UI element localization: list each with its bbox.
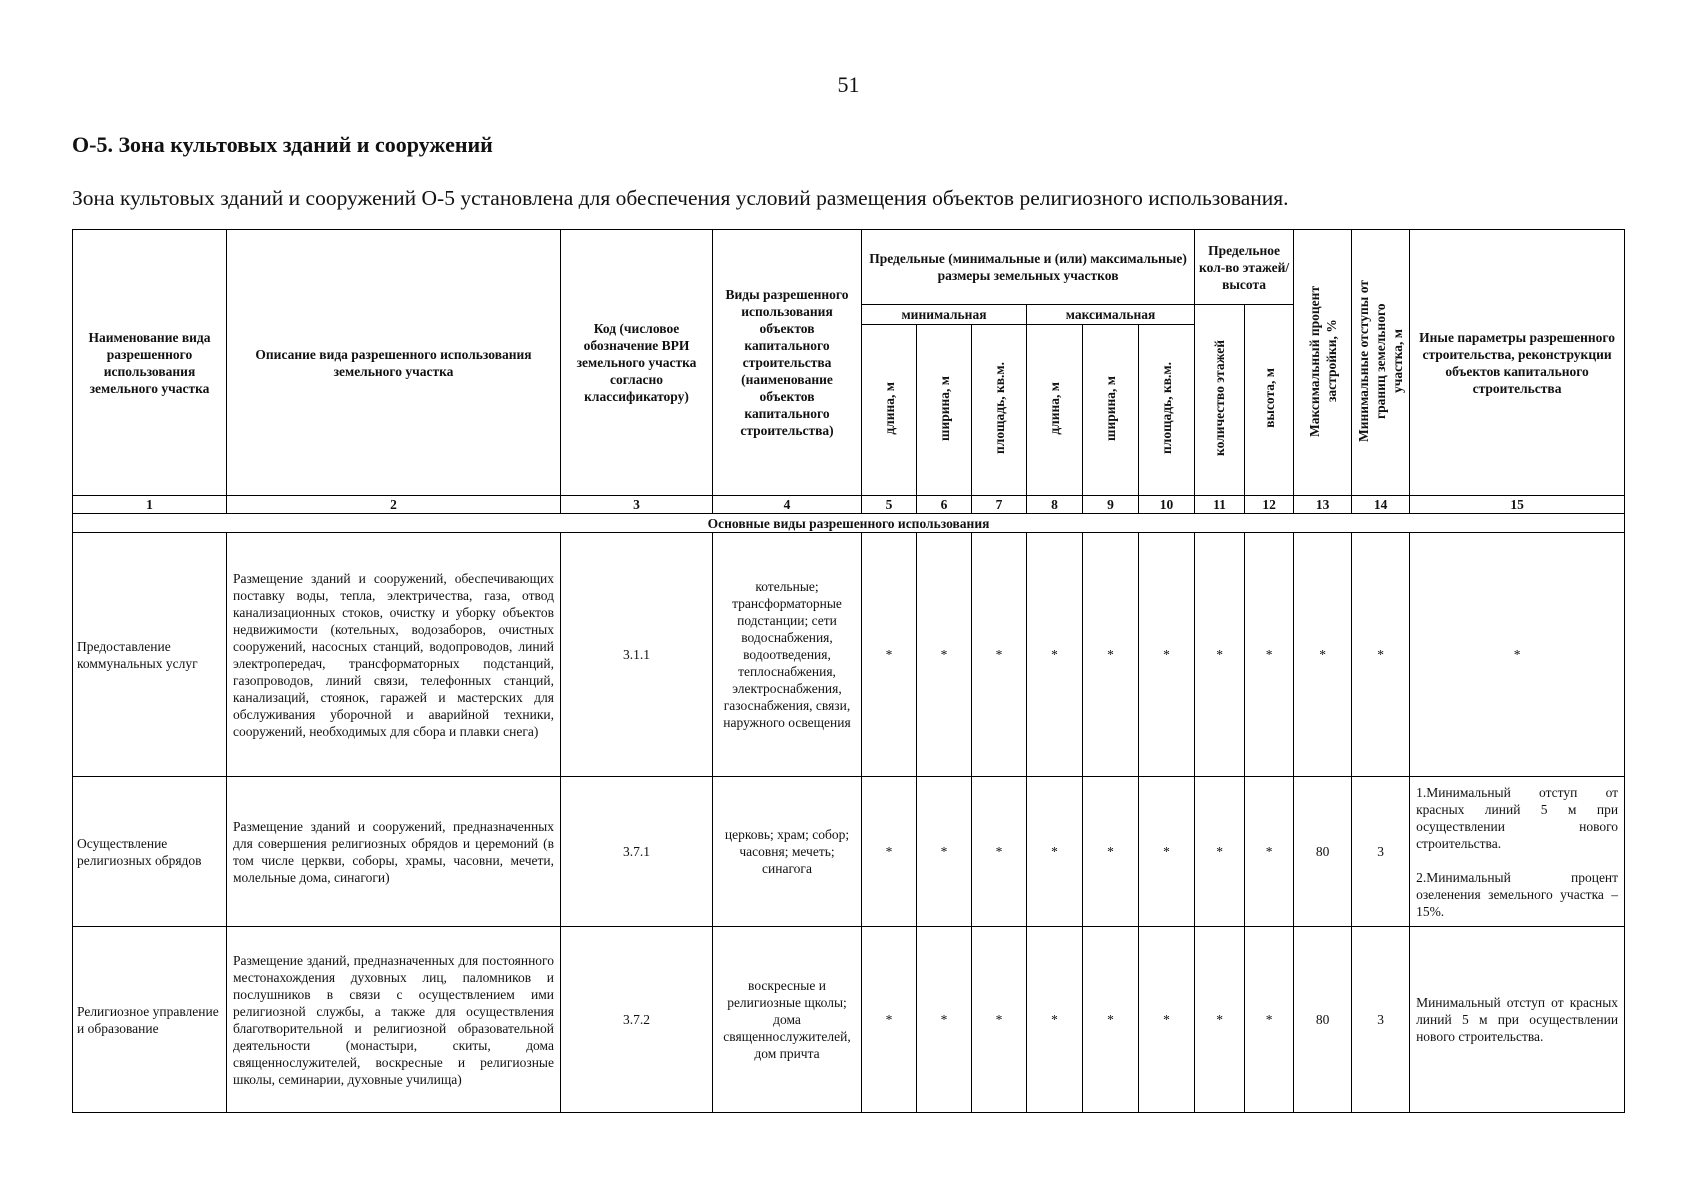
header-min-length: длина, м: [862, 325, 917, 496]
use-code: 3.7.2: [561, 927, 713, 1113]
height-value: *: [1245, 777, 1294, 927]
other-params: *: [1410, 533, 1625, 777]
page-title: О-5. Зона культовых зданий и сооружений: [72, 132, 493, 157]
other-param-item: 1.Минимальный отступ от красных линий 5 м при осуществлении нового строительства.: [1416, 784, 1619, 851]
max-area-value: *: [1139, 777, 1195, 927]
column-number: 12: [1245, 496, 1294, 514]
min-width-value: *: [917, 533, 972, 777]
header-min-width: ширина, м: [917, 325, 972, 496]
max-width-value: *: [1083, 927, 1139, 1113]
min-area-value: *: [972, 533, 1027, 777]
use-code: 3.7.1: [561, 777, 713, 927]
other-param-item: Минимальный отступ от красных линий 5 м при осуществлении нового строительства.: [1416, 995, 1619, 1044]
table-row: [73, 927, 1625, 1113]
column-number: 8: [1027, 496, 1083, 514]
header-max-area: площадь, кв.м.: [1139, 325, 1195, 496]
other-param-item: 2.Минимальный процент озеленения земельного участка – 15%.: [1416, 869, 1619, 919]
min-area-value: *: [972, 927, 1027, 1113]
header-height: высота, м: [1245, 305, 1294, 496]
table-row: [73, 777, 1625, 927]
min-area-value: *: [972, 777, 1027, 927]
use-objects: котельные; трансформаторные подстанции; сети водоснабжения, водоотведения, теплоснабжения, электроснабжения, газоснабжения, связи, наружного освещения: [713, 533, 862, 777]
setback-value: 3: [1352, 777, 1410, 927]
header-other-params: Иные параметры разрешенного строительства, реконструкции объектов капитального строительства: [1410, 230, 1625, 496]
header-objects: Виды разрешенного использования объектов капитального строительства (наименование объектов капитального строительства): [713, 230, 862, 496]
setback-value: 3: [1352, 927, 1410, 1113]
use-code: 3.1.1: [561, 533, 713, 777]
header-max-percent: Максимальный процент застройки, %: [1294, 230, 1352, 496]
column-number: 11: [1195, 496, 1245, 514]
floors-value: *: [1195, 777, 1245, 927]
max-area-value: *: [1139, 927, 1195, 1113]
height-value: *: [1245, 533, 1294, 777]
header-description: Описание вида разрешенного использования земельного участка: [227, 230, 561, 496]
height-value: *: [1245, 927, 1294, 1113]
other-params: [1410, 777, 1625, 927]
max-length-value: *: [1027, 777, 1083, 927]
use-name: Осуществление религиозных обрядов: [73, 777, 227, 927]
column-number: 13: [1294, 496, 1352, 514]
max-percent-value: 80: [1294, 777, 1352, 927]
floors-value: *: [1195, 927, 1245, 1113]
min-width-value: *: [917, 777, 972, 927]
max-percent-value: *: [1294, 533, 1352, 777]
column-number: 5: [862, 496, 917, 514]
column-number: 10: [1139, 496, 1195, 514]
header-code: Код (числовое обозначение ВРИ земельного участка согласно классификатору): [561, 230, 713, 496]
floors-value: *: [1195, 533, 1245, 777]
intro-paragraph: Зона культовых зданий и сооружений О-5 установлена для обеспечения условий размещения объектов религиозного использования.: [72, 186, 1289, 210]
column-number: 2: [227, 496, 561, 514]
max-percent-value: 80: [1294, 927, 1352, 1113]
column-number: 7: [972, 496, 1027, 514]
header-max-length: длина, м: [1027, 325, 1083, 496]
header-max-width: ширина, м: [1083, 325, 1139, 496]
column-number: 4: [713, 496, 862, 514]
column-number: 14: [1352, 496, 1410, 514]
header-minimum: минимальная: [862, 305, 1027, 325]
min-length-value: *: [862, 533, 917, 777]
max-length-value: *: [1027, 927, 1083, 1113]
max-area-value: *: [1139, 533, 1195, 777]
section-title: Основные виды разрешенного использования: [73, 514, 1625, 533]
column-number: 9: [1083, 496, 1139, 514]
header-min-area: площадь, кв.м.: [972, 325, 1027, 496]
use-name: Религиозное управление и образование: [73, 927, 227, 1113]
column-number: 6: [917, 496, 972, 514]
use-objects: церковь; храм; собор; часовня; мечеть; синагога: [713, 777, 862, 927]
header-maximum: максимальная: [1027, 305, 1195, 325]
min-length-value: *: [862, 927, 917, 1113]
use-description: Размещение зданий и сооружений, предназначенных для совершения религиозных обрядов и церемоний (в том числе церкви, соборы, храмы, часовни, мечети, молельные дома, синагоги): [227, 777, 561, 927]
column-numbers-row: [73, 496, 1625, 514]
use-description: Размещение зданий, предназначенных для постоянного местонахождения духовных лиц, паломников и послушников в связи с осуществлением ими религиозной службы, а также для осуществления благотворительной и религиозной образовательной деятельности (монастыри, скиты, дома священнослужителей, воскресные и религиозные школы, семинарии, духовные училища): [227, 927, 561, 1113]
min-width-value: *: [917, 927, 972, 1113]
other-params: [1410, 927, 1625, 1113]
use-description: Размещение зданий и сооружений, обеспечивающих поставку воды, тепла, электричества, газа, отвод канализационных стоков, очистку и уборку объектов недвижимости (котельных, водозаборов, очистных сооружений, насосных станций, водопроводов, линий электропередач, трансформаторных подстанций, газопроводов, линий связи, телефонных станций, канализаций, стоянок, гаражей и мастерских для обслуживания уборочной и аварийной техники, сооружений, необходимых для сбора и плавки снега): [227, 533, 561, 777]
header-name: Наименование вида разрешенного использования земельного участка: [73, 230, 227, 496]
header-floors-group: Предельное кол-во этажей/ высота: [1195, 230, 1294, 305]
setback-value: *: [1352, 533, 1410, 777]
header-floors: количество этажей: [1195, 305, 1245, 496]
column-number: 1: [73, 496, 227, 514]
column-number: 3: [561, 496, 713, 514]
min-length-value: *: [862, 777, 917, 927]
use-name: Предоставление коммунальных услуг: [73, 533, 227, 777]
page-number: 51: [837, 72, 860, 97]
max-length-value: *: [1027, 533, 1083, 777]
max-width-value: *: [1083, 533, 1139, 777]
zoning-table: [72, 229, 1625, 1113]
header-land-limits: Предельные (минимальные и (или) максимальные) размеры земельных участков: [862, 230, 1195, 305]
table-row: [73, 533, 1625, 777]
max-width-value: *: [1083, 777, 1139, 927]
column-number: 15: [1410, 496, 1625, 514]
use-objects: воскресные и религиозные щколы; дома священнослужителей, дом причта: [713, 927, 862, 1113]
header-min-setback: Минимальные отступы от границ земельного участка, м: [1352, 230, 1410, 496]
